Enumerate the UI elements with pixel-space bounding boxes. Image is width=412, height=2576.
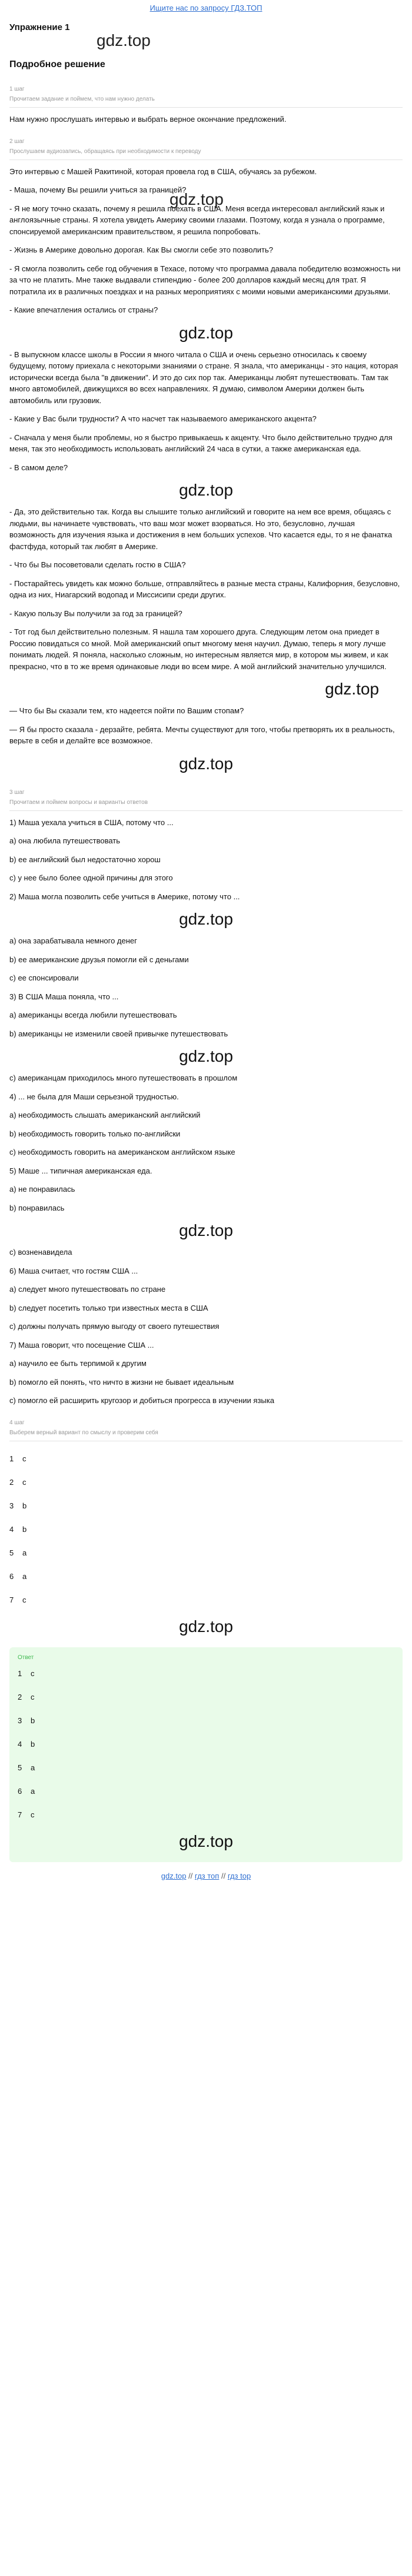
top-banner	[0, 0, 412, 13]
watermark-inline: gdz.top	[179, 1617, 233, 1636]
answer-row	[9, 1588, 403, 1612]
step-3	[9, 788, 403, 1407]
interview-paragraph: - Какую пользу Вы получили за год за границей?	[9, 609, 182, 618]
interview-paragraph: - Какие впечатления остались от страны?	[9, 305, 158, 314]
answer-number: 4	[18, 1739, 22, 1749]
question-line: c) американцам приходилось много путешествовать в прошлом	[9, 1073, 238, 1082]
question-line: a) американцы всегда любили путешествовать	[9, 1011, 177, 1019]
watermark-inline: gdz.top	[325, 680, 379, 698]
step-tag: 3 шаг	[9, 789, 25, 796]
answer-row	[9, 1494, 403, 1518]
answer-letter: c	[31, 1668, 35, 1678]
answer-row	[9, 1447, 403, 1471]
answer-number: 7	[9, 1595, 14, 1604]
question-line: 4) ... не была для Маши серьезной трудностью.	[9, 1092, 179, 1101]
answer-letter: b	[31, 1739, 35, 1749]
final-answer-box	[9, 1647, 403, 1862]
answer-letter: c	[31, 1810, 35, 1819]
answer-number: 3	[18, 1716, 22, 1725]
interview-paragraph: - Тот год был действительно полезным. Я нашла там хорошего друга. Следующим летом она приедет в Россию повидаться со мной. Мой американский опыт многому меня научил. Думаю, теперь я могу лучше понимать людей. Я поняла, насколько сложным, но интересным является мир, в котором мы живем, и как прекрасно, что в то же время одинаковые люди во всем мире. А мой английский значительно улучшился.	[9, 627, 388, 671]
footer-link-gdz-top-ru[interactable]: гдз топ	[194, 1871, 220, 1880]
interview-paragraph: — Я бы просто сказала - дерзайте, ребята. Мечты существуют для того, чтобы претворять их в реальность, верьте в себя и делайте все возможное.	[9, 724, 395, 745]
section-title: Подробное решение	[9, 59, 105, 69]
step-tag: 2 шаг	[9, 138, 25, 145]
answer-letter: a	[31, 1786, 35, 1796]
answer-letter: b	[22, 1524, 27, 1534]
question-line: a) научило ее быть терпимой к другим	[9, 1359, 147, 1368]
interview-paragraph: - Да, это действительно так. Когда вы слышите только английский и говорите на нем все время, общаясь с людьми, вы начинаете чувствовать, что ваш мозг может взорваться. Но это, безусловно, лучшая возможность для изучения языка и достижения в нем больших успехов. Что касается еды, то я не фанатка фастфуда, который так любят в Америке.	[9, 507, 393, 551]
footer-separator: //	[188, 1871, 193, 1880]
interview-paragraph: - Я не могу точно сказать, почему я решила поехать в США. Меня всегда интересовал английский язык и англоязычные страны. Я хотела увидеть Америку своими глазами. Поэтому, когда я узнала о программе, спонсируемой американским правительством, я решила попробовать.	[9, 204, 385, 236]
question-line: c) возненавидела	[9, 1248, 72, 1257]
answer-letter: b	[22, 1501, 27, 1510]
watermark-inline: gdz.top	[179, 910, 233, 928]
interview-paragraph: — Что бы Вы сказали тем, кто надеется пойти по Вашим стопам?	[9, 706, 244, 715]
answer-number: 6	[18, 1786, 22, 1796]
divider	[9, 159, 403, 160]
answer-row	[9, 1541, 403, 1565]
answer-letter: c	[22, 1454, 26, 1463]
watermark-inline: gdz.top	[179, 481, 233, 499]
step-tag: 4 шаг	[9, 1419, 25, 1426]
footer-separator: //	[221, 1871, 226, 1880]
page-content	[0, 21, 412, 1882]
interview-paragraph: - Я смогла позволить себе год обучения в Техасе, потому что программа давала победителю возможность ни за что не платить. Мне также выдавали стипендию - более 200 долларов каждый месяц для трат. Я потратила их в различных поездках и на разных мероприятиях с моими новыми американскими друзьями.	[9, 264, 401, 296]
question-line: 3) В США Маша поняла, что ...	[9, 992, 119, 1001]
answer-number: 2	[9, 1477, 14, 1487]
answer-row	[9, 1518, 403, 1541]
answer-number: 5	[9, 1548, 14, 1557]
answer-list	[9, 1447, 403, 1639]
interview-paragraph: - Жизнь в Америке довольно дорогая. Как Вы смогли себе это позволить?	[9, 245, 274, 254]
question-line: c) помогло ей расширить кругозор и добиться прогресса в изучении языка	[9, 1396, 274, 1405]
question-line: 6) Маша считает, что гостям США ...	[9, 1266, 138, 1275]
answer-row	[18, 1733, 394, 1756]
interview-paragraph: - Маша, почему Вы решили учиться за границей?	[9, 185, 187, 194]
question-line: b) американцы не изменили своей привычке путешествовать	[9, 1029, 228, 1038]
step-4	[9, 1418, 403, 1639]
footer-link-gdz-top[interactable]: gdz.top	[161, 1871, 187, 1880]
watermark-inline: gdz.top	[179, 1832, 233, 1850]
answer-number: 4	[9, 1524, 14, 1534]
answer-row	[18, 1803, 394, 1827]
question-line: а) она зарабатывала немного денег	[9, 936, 137, 945]
answer-letter: c	[22, 1477, 26, 1487]
answer-row	[9, 1565, 403, 1588]
answer-row	[18, 1686, 394, 1709]
question-line: c) у нее было более одной причины для этого	[9, 873, 173, 882]
answer-letter: b	[31, 1716, 35, 1725]
interview-paragraph: - Сначала у меня были проблемы, но я быстро привыкаешь к акценту. Что было действительно трудно для меня, так это необходимость использовать английский 24 часа в сутки, а также американская еда.	[9, 433, 393, 453]
step-caption: Прослушаем аудиозапись, обращаясь при необходимости к переводу	[9, 148, 201, 155]
question-line: а) она любила путешествовать	[9, 836, 121, 845]
interview-paragraph: - Что бы Вы посоветовали сделать гостю в США?	[9, 560, 186, 569]
question-line: 2) Маша могла позволить себе учиться в Америке, потому что ...	[9, 892, 240, 901]
question-line: b) ее американские друзья помогли ей с деньгами	[9, 955, 189, 964]
answer-number: 3	[9, 1501, 14, 1510]
divider	[9, 107, 403, 108]
step-caption: Прочитаем и поймем вопросы и варианты ответов	[9, 799, 148, 806]
answer-number: 5	[18, 1763, 22, 1772]
divider	[9, 810, 403, 811]
interview-paragraph: - Какие у Вас были трудности? А что насчет так называемого американского акцента?	[9, 414, 317, 423]
answer-letter: a	[22, 1571, 27, 1581]
answer-number: 2	[18, 1692, 22, 1701]
answer-row	[18, 1780, 394, 1803]
watermark-inline: gdz.top	[179, 1047, 233, 1065]
answer-letter: c	[31, 1692, 35, 1701]
watermark-inline: gdz.top	[179, 1221, 233, 1239]
question-list	[9, 817, 403, 1407]
interview-paragraph: Это интервью с Машей Ракитиной, которая провела год в США, обучаясь за рубежом.	[9, 167, 317, 176]
question-line: c) ее спонсировали	[9, 973, 79, 982]
step-caption: Выберем верный вариант по смыслу и проверим себя	[9, 1429, 158, 1436]
question-line: a) следует много путешествовать по стране	[9, 1285, 166, 1294]
final-answer-list	[18, 1662, 394, 1854]
question-line: c) должны получать прямую выгоду от своего путешествия	[9, 1322, 220, 1331]
answer-letter: a	[22, 1548, 27, 1557]
footer-links	[9, 1870, 403, 1882]
answer-number: 6	[9, 1571, 14, 1581]
question-line: 5) Маше ... типичная американская еда.	[9, 1166, 152, 1175]
step-1	[9, 85, 403, 125]
step-2	[9, 137, 403, 776]
top-search-link[interactable]: Ищите нас по запросу ГДЗ.ТОП	[149, 4, 263, 12]
question-line: 7) Маша говорит, что посещение США ...	[9, 1340, 154, 1350]
interview-text	[9, 166, 403, 776]
interview-paragraph: - В самом деле?	[9, 463, 68, 472]
watermark-inline: gdz.top	[179, 754, 233, 773]
question-line: b) необходимость говорить только по-английски	[9, 1129, 181, 1138]
watermark-1: gdz.top	[97, 31, 151, 49]
answer-row	[18, 1662, 394, 1686]
exercise-title: Упражнение 1	[9, 22, 70, 32]
interview-paragraph: - В выпускном классе школы в России я много читала о США и очень серьезно относилась к своему будущему, потому приехала с некоторыми знаниями о стране. Я знала, что американцы - это нация, которая исторически всегда была "в движении". И это до сих пор так. Американцы любят путешествовать. Там так много автомобилей, движущихся во всех направлениях. Я думаю, символом Америки должен быть автомобиль или грузовик.	[9, 350, 398, 405]
answer-row	[18, 1756, 394, 1780]
interview-paragraph: - Постарайтесь увидеть как можно больше, отправляйтесь в разные места страны, Калифорния, безусловно, одна из них, Ниагарский водопад и Миссисипи среди других.	[9, 579, 400, 599]
footer-link-gdz-top-mixed[interactable]: гдз top	[227, 1871, 251, 1880]
answer-letter: c	[22, 1595, 26, 1604]
step-tag: 1 шаг	[9, 86, 25, 92]
answer-number: 7	[18, 1810, 22, 1819]
step-caption: Прочитаем задание и поймем, что нам нужно делать	[9, 96, 155, 102]
watermark-inline: gdz.top	[179, 323, 233, 342]
question-line: c) необходимость говорить на американском английском языке	[9, 1148, 235, 1156]
question-line: 1) Маша уехала учиться в США, потому что ...	[9, 817, 174, 827]
answer-row	[9, 1471, 403, 1494]
answer-number: 1	[9, 1454, 14, 1463]
watermark-2: gdz.top	[170, 190, 224, 208]
question-line: b) помогло ей понять, что ничто в жизни не бывает идеальным	[9, 1377, 234, 1387]
question-line: b) ее английский был недостаточно хорош	[9, 855, 161, 864]
question-line: a) не понравилась	[9, 1185, 75, 1194]
question-line: a) необходимость слышать американский английский	[9, 1111, 201, 1119]
question-line: b) следует посетить только три известных места в США	[9, 1303, 208, 1312]
step-text: Нам нужно прослушать интервью и выбрать верное окончание предложений.	[9, 115, 287, 124]
answer-row	[18, 1709, 394, 1733]
answer-number: 1	[18, 1668, 22, 1678]
answer-letter: a	[31, 1763, 35, 1772]
question-line: b) понравилась	[9, 1203, 65, 1212]
answer-tag: Ответ	[18, 1654, 34, 1661]
